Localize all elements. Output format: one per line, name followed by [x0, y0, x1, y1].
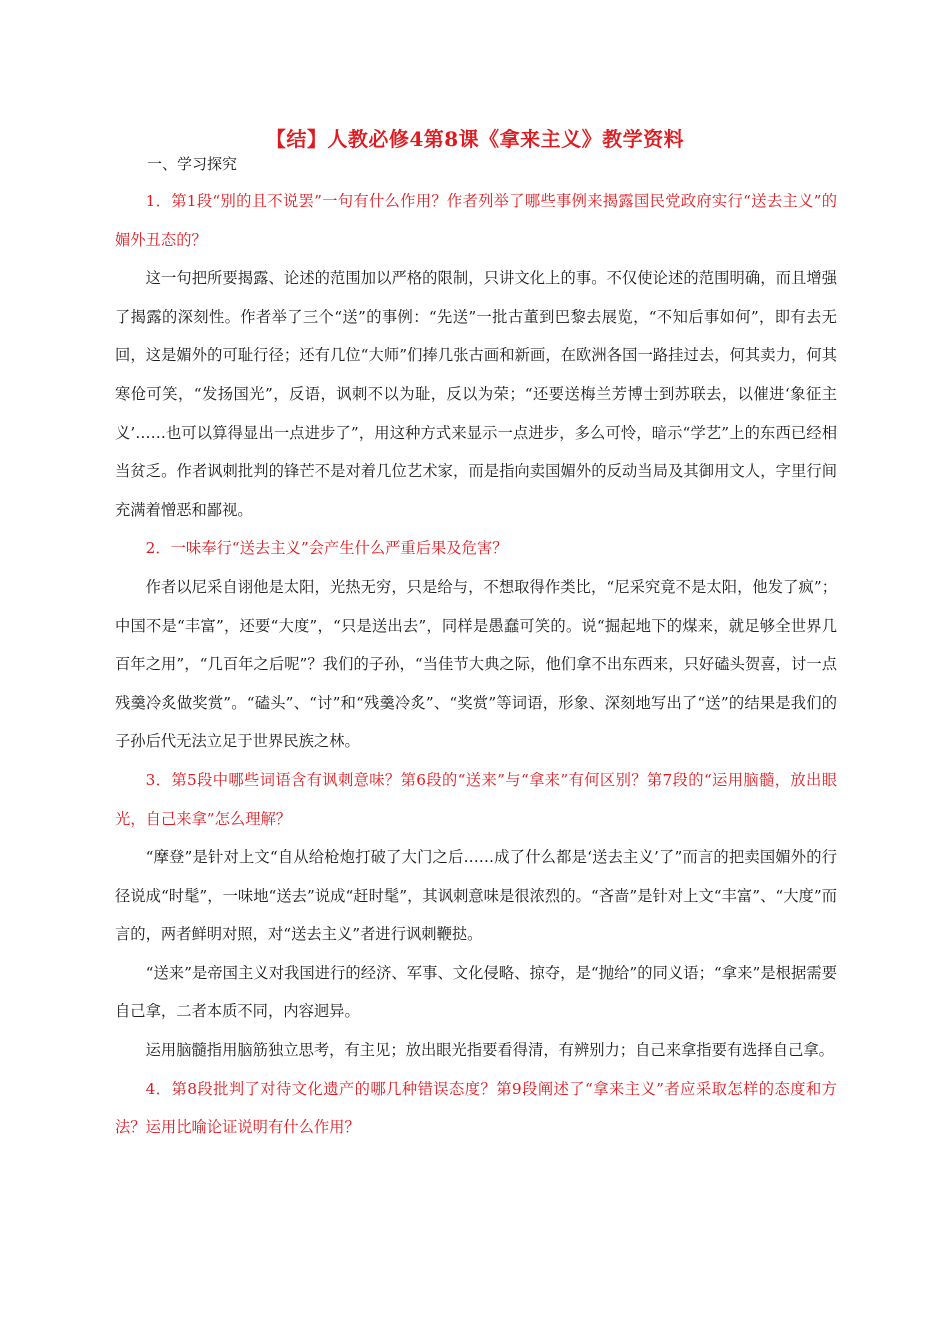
document-body: [115, 182, 837, 1147]
question-1: 1．第1段“别的且不说罢”一句有什么作用？作者列举了哪些事例来揭露国民党政府实行“送去主义”的媚外丑态的？: [115, 192, 837, 249]
question-3: 3．第5段中哪些词语含有讽刺意味？第6段的“送来”与“拿来”有何区别？第7段的“运用脑髓，放出眼光，自己来拿”怎么理解？: [115, 770, 837, 828]
document-title: 【结】人教必修4第8课《拿来主义》教学资料: [265, 127, 685, 151]
question-4: 4．第8段批判了对待文化遗产的哪几种错误态度？第9段阐述了“拿来主义”者应采取怎样的态度和方法？运用比喻论证说明有什么作用？: [115, 1079, 837, 1137]
answer-2: 作者以尼采自诩他是太阳，光热无穷，只是给与，不想取得作类比，“尼采究竟不是太阳，他发了疯”；中国不是“丰富”，还要“大度”，“只是送出去”，同样是愚蠢可笑的。说“掘起地下的煤来，就足够全世界几百年之用”，“几百年之后呢”？我们的子孙，“当佳节大典之际，他们拿不出东西来，只好磕头贺喜，讨一点残羹冷炙做奖赏”。“磕头”、“讨”和“残羹冷炙”、“奖赏”等词语，形象、深刻地写出了“送”的结果是我们的子孙后代无法立足于世界民族之林。: [115, 577, 837, 751]
answer-3-part-3: 运用脑髓指用脑筋独立思考，有主见；放出眼光指要看得清，有辨别力；自己来拿指要有选择自己拿。: [145, 1041, 834, 1060]
section-heading: 一、学习探究: [147, 155, 238, 173]
answer-3-part-1: “摩登”是针对上文“自从给枪炮打破了大门之后……成了什么都是‘送去主义’了”而言的把卖国媚外的行径说成“时髦”，一味地“送去”说成“赶时髦”，其讽刺意味是很浓烈的。“吝啬”是针对上文“丰富”、“大度”而言的，两者鲜明对照，对“送去主义”者进行讽刺鞭挞。: [115, 848, 837, 944]
answer-1: 这一句把所要揭露、论述的范围加以严格的限制，只讲文化上的事。不仅使论述的范围明确，而且增强了揭露的深刻性。作者举了三个“送”的事例：“先送”一批古董到巴黎去展览，“不知后事如何”，即有去无回，这是媚外的可耻行径；还有几位“大师”们捧几张古画和新画，在欧洲各国一路挂过去，何其卖力，何其寒伧可笑，“发扬国光”，反语，讽刺不以为耻，反以为荣；“还要送梅兰芳博士到苏联去，以催进‘象征主义’……也可以算得显出一点进步了”，用这种方式来显示一点进步，多么可怜，暗示“学艺”上的东西已经相当贫乏。作者讽刺批判的锋芒不是对着几位艺术家，而是指向卖国媚外的反动当局及其御用文人，字里行间充满着憎恶和鄙视。: [115, 269, 837, 519]
question-2: 2．一味奉行“送去主义”会产生什么严重后果及危害？: [145, 539, 508, 558]
answer-3-part-2: “送来”是帝国主义对我国进行的经济、军事、文化侵略、掠夺，是“抛给”的同义语；“拿来”是根据需要自己拿，二者本质不同，内容迥异。: [115, 963, 837, 1021]
